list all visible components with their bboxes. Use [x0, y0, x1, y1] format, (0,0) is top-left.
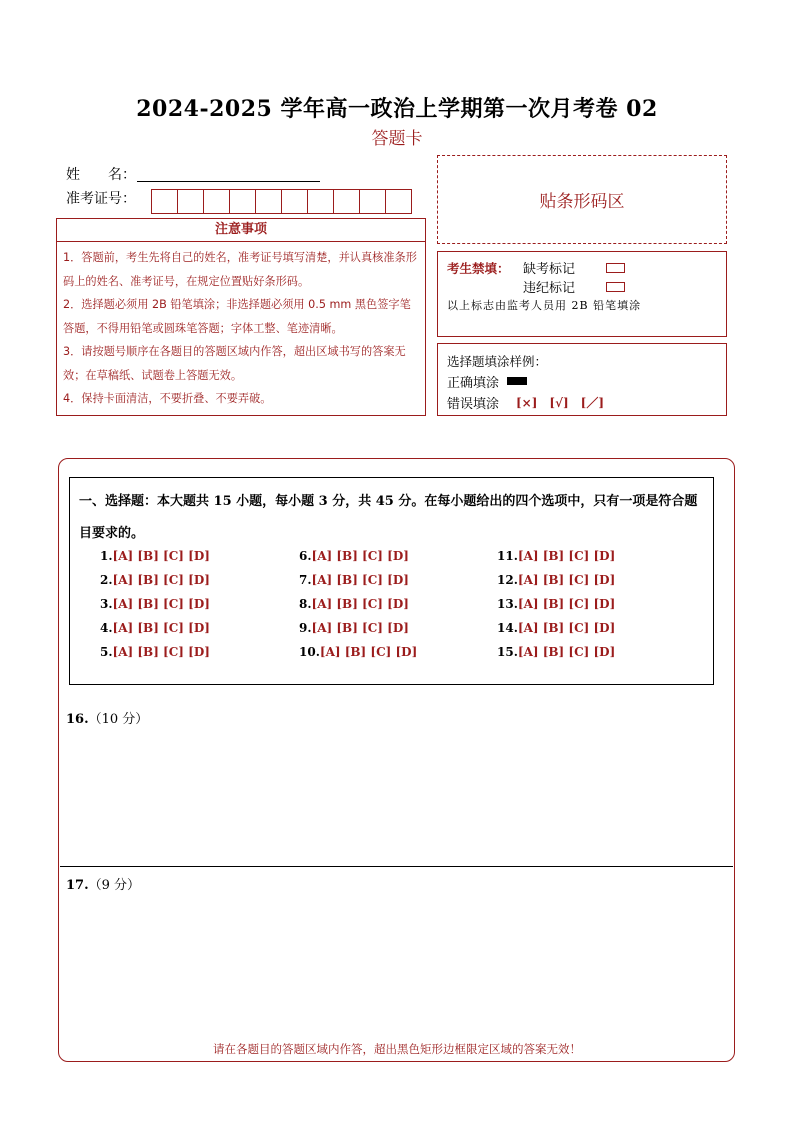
- answer-options[interactable]: [A] [B] [C] [D]: [311, 621, 409, 635]
- violation-mark-box[interactable]: [606, 282, 625, 292]
- mc-question-6[interactable]: [299, 549, 409, 563]
- footer-warning: 请在各题目的答题区域内作答，超出黑色矩形边框限定区域的答案无效！: [213, 1042, 581, 1056]
- id-digit-box[interactable]: [385, 189, 412, 214]
- exam-id-boxes[interactable]: [151, 189, 411, 214]
- wrong-fill-examples: [×] [√] [／]: [516, 396, 605, 410]
- id-digit-box[interactable]: [255, 189, 282, 214]
- mc-question-8[interactable]: [299, 597, 409, 611]
- proctor-label: 考生禁填：: [447, 261, 510, 276]
- question-16-number: 16.: [66, 712, 89, 727]
- notice-body: [56, 242, 426, 416]
- answer-options[interactable]: [A] [B] [C] [D]: [112, 621, 210, 635]
- question-16-label: [66, 708, 148, 727]
- answer-options[interactable]: [A] [B] [C] [D]: [517, 621, 616, 635]
- answer-options[interactable]: [A] [B] [C] [D]: [319, 645, 418, 659]
- question-number: 14.: [497, 621, 518, 635]
- answer-options[interactable]: [A] [B] [C] [D]: [112, 573, 210, 587]
- notice-item: 3．请按题号顺序在各题目的答题区域内作答，超出区域书写的答案无效；在草稿纸、试题卷上答题无效。: [63, 345, 406, 382]
- notice-heading: 注意事项: [56, 218, 426, 242]
- question-number: 13.: [497, 597, 518, 611]
- mc-question-13[interactable]: [497, 597, 615, 611]
- question-number: 9.: [299, 621, 312, 635]
- question-number: 3.: [100, 597, 113, 611]
- section1-title: 一、选择题：本大题共 15 小题，每小题 3 分，共 45 分。在每小题给出的四个选项中，只有一项是符合题目要求的。: [79, 494, 698, 541]
- id-digit-box[interactable]: [229, 189, 256, 214]
- question-number: 2.: [100, 573, 113, 587]
- wrong-fill-label: 错误填涂: [447, 397, 500, 412]
- question-number: 10.: [299, 645, 320, 659]
- barcode-label: 贴条形码区: [539, 192, 625, 212]
- notice-item: 1．答题前，考生先将自己的姓名，准考证号填写清楚，并认真核准条形码上的姓名、准考证号，在规定位置贴好条形码。: [63, 251, 417, 288]
- exam-title: 2024-2025 学年高一政治上学期第一次月考卷 02: [136, 96, 658, 122]
- answer-options[interactable]: [A] [B] [C] [D]: [112, 645, 210, 659]
- answer-options[interactable]: [A] [B] [C] [D]: [517, 549, 616, 563]
- id-digit-box[interactable]: [359, 189, 386, 214]
- mc-question-4[interactable]: [100, 621, 210, 635]
- question-17-answer-area[interactable]: [66, 896, 726, 1036]
- section-divider: [60, 866, 733, 867]
- answer-options[interactable]: [A] [B] [C] [D]: [311, 597, 409, 611]
- mc-question-1[interactable]: [100, 549, 210, 563]
- absent-mark-label: 缺考标记: [523, 262, 576, 277]
- question-number: 4.: [100, 621, 113, 635]
- mc-question-7[interactable]: [299, 573, 409, 587]
- violation-mark-label: 违纪标记: [523, 281, 576, 296]
- question-number: 11.: [497, 549, 518, 563]
- answer-options[interactable]: [A] [B] [C] [D]: [311, 573, 409, 587]
- mc-question-12[interactable]: [497, 573, 615, 587]
- mc-question-15[interactable]: [497, 645, 615, 659]
- question-number: 15.: [497, 645, 518, 659]
- mc-question-2[interactable]: [100, 573, 210, 587]
- mc-question-3[interactable]: [100, 597, 210, 611]
- correct-fill-example: [507, 377, 527, 385]
- exam-id-label: 准考证号：: [66, 191, 136, 207]
- id-digit-box[interactable]: [281, 189, 308, 214]
- mc-question-11[interactable]: [497, 549, 615, 563]
- question-number: 7.: [299, 573, 312, 587]
- id-digit-box[interactable]: [177, 189, 204, 214]
- barcode-area: [437, 155, 727, 244]
- proctor-note: 以上标志由监考人员用 2B 铅笔填涂: [447, 299, 642, 312]
- question-number: 5.: [100, 645, 113, 659]
- question-17-score: （9 分）: [88, 878, 141, 893]
- absent-mark-box[interactable]: [606, 263, 625, 273]
- question-17-label: [66, 874, 140, 893]
- id-digit-box[interactable]: [151, 189, 178, 214]
- question-number: 12.: [497, 573, 518, 587]
- question-number: 8.: [299, 597, 312, 611]
- name-field[interactable]: [137, 181, 320, 182]
- answer-options[interactable]: [A] [B] [C] [D]: [517, 645, 616, 659]
- notice-item: 4．保持卡面清洁，不要折叠、不要弄破。: [63, 392, 272, 405]
- mc-question-10[interactable]: [299, 645, 417, 659]
- answer-options[interactable]: [A] [B] [C] [D]: [112, 549, 210, 563]
- answer-options[interactable]: [A] [B] [C] [D]: [311, 549, 409, 563]
- question-17-number: 17.: [66, 878, 89, 893]
- mc-question-9[interactable]: [299, 621, 409, 635]
- mc-question-5[interactable]: [100, 645, 210, 659]
- question-16-answer-area[interactable]: [66, 730, 726, 860]
- question-number: 6.: [299, 549, 312, 563]
- name-label: 姓 名：: [66, 167, 136, 183]
- answer-options[interactable]: [A] [B] [C] [D]: [517, 573, 616, 587]
- fill-sample-title: 选择题填涂样例：: [447, 354, 548, 369]
- question-number: 1.: [100, 549, 113, 563]
- question-16-score: （10 分）: [88, 712, 149, 727]
- notice-item: 2．选择题必须用 2B 铅笔填涂；非选择题必须用 0.5 mm 黑色签字笔答题，不得用铅笔或圆珠笔答题；字体工整、笔迹清晰。: [63, 298, 411, 335]
- id-digit-box[interactable]: [333, 189, 360, 214]
- id-digit-box[interactable]: [203, 189, 230, 214]
- answer-sheet-subtitle: 答题卡: [371, 129, 423, 149]
- answer-options[interactable]: [A] [B] [C] [D]: [517, 597, 616, 611]
- answer-options[interactable]: [A] [B] [C] [D]: [112, 597, 210, 611]
- id-digit-box[interactable]: [307, 189, 334, 214]
- correct-fill-label: 正确填涂: [447, 376, 500, 391]
- mc-question-14[interactable]: [497, 621, 615, 635]
